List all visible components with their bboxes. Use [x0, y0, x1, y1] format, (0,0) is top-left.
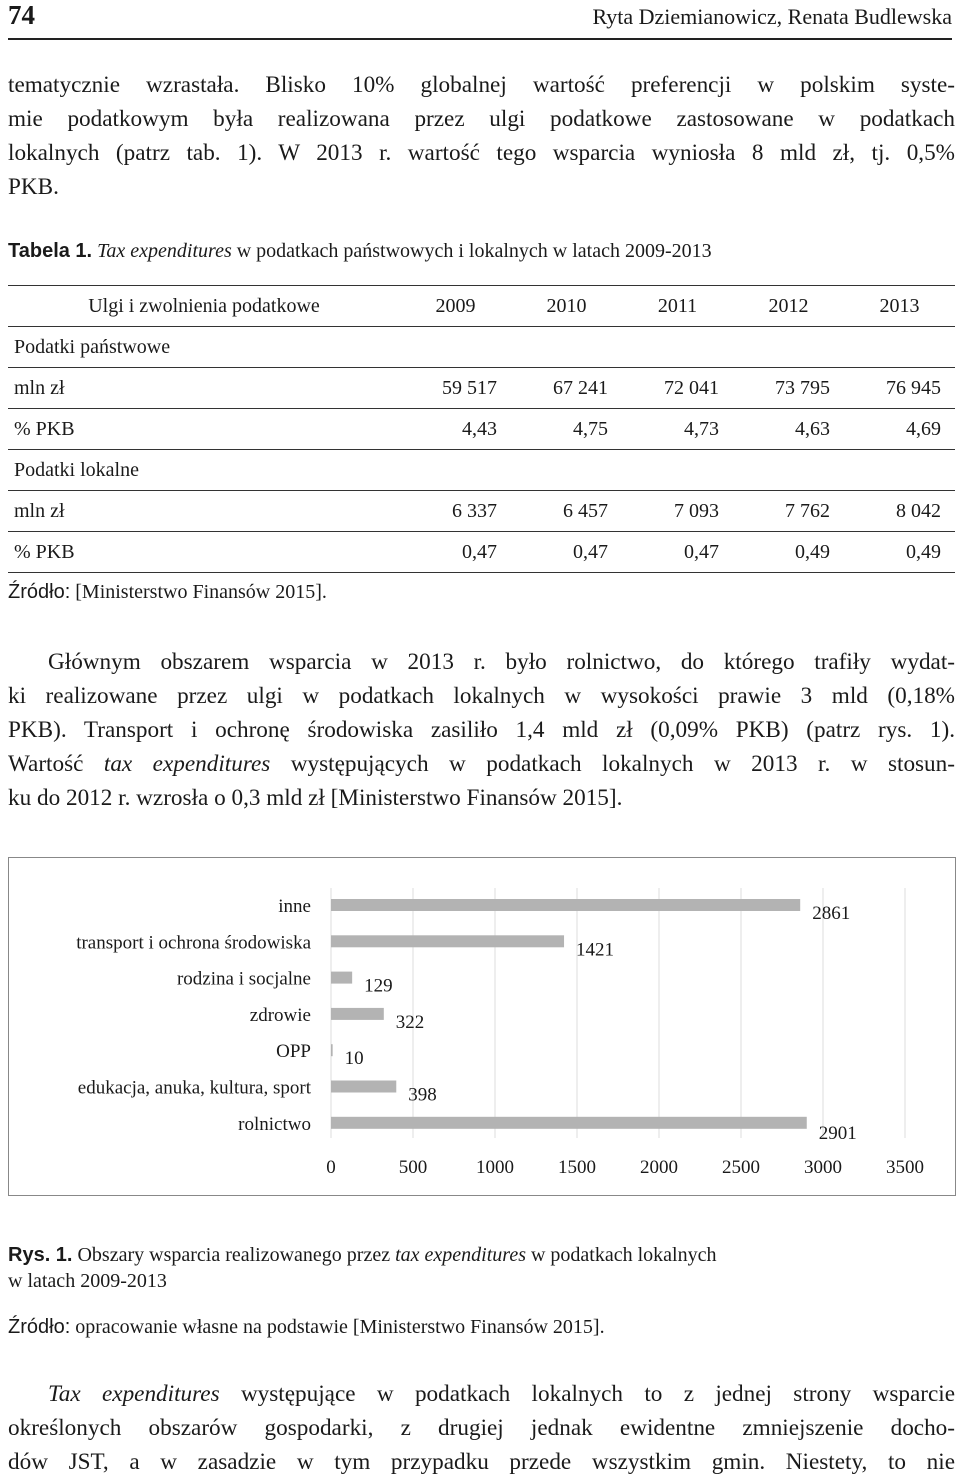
text-line: PKB). Transport i ochronę środowiska zasiliło 1,4 mld zł (0,09% PKB) (patrz rys. 1).	[8, 717, 955, 743]
paragraph-intro	[8, 68, 955, 204]
bar	[331, 972, 352, 984]
category-label: transport i ochrona środowiska	[76, 932, 311, 954]
text-fragment: występujące w podatkach lokalnych to z jednej strony wsparcie	[219, 1381, 955, 1407]
text-line	[8, 1377, 955, 1411]
section-row	[8, 327, 955, 368]
table-cell: 4,75	[511, 409, 622, 450]
category-label: rolnictwo	[238, 1113, 311, 1135]
table-cell: 4,69	[844, 409, 955, 450]
table-title-rest: w podatkach państwowych i lokalnych w latach 2009-2013	[231, 240, 712, 262]
table-cell: 7 762	[733, 491, 844, 532]
table-caption	[8, 238, 712, 264]
bar	[331, 1044, 333, 1056]
caption-italic: tax expenditures	[395, 1244, 526, 1266]
table-cell: 4,43	[400, 409, 511, 450]
source-text: opracowanie własne na podstawie [Ministerstwo Finansów 2015].	[70, 1316, 605, 1338]
year-header: 2012	[733, 286, 844, 327]
table-cell: 7 093	[622, 491, 733, 532]
data-label: 10	[344, 1048, 364, 1070]
year-header: 2013	[844, 286, 955, 327]
category-label: zdrowie	[249, 1004, 311, 1026]
text-line: lokalnych (patrz tab. 1). W 2013 r. wartość tego wsparcia wyniosła 8 mld zł, tj. 0,5%	[8, 140, 955, 166]
bar	[331, 1008, 384, 1020]
table-cell: 72 041	[622, 368, 733, 409]
year-header: 2009	[400, 286, 511, 327]
table-cell: 8 042	[844, 491, 955, 532]
chart-svg	[9, 858, 955, 1195]
text-line: tematycznie wzrastała. Blisko 10% globalnej wartość preferencji w polskim syste-	[8, 72, 955, 98]
x-tick-label: 1000	[476, 1157, 514, 1178]
x-tick-label: 1500	[558, 1157, 596, 1178]
bar	[331, 1117, 807, 1129]
paragraph-closing	[8, 1377, 955, 1479]
table-cell: 6 337	[400, 491, 511, 532]
page-number: 74	[8, 0, 35, 30]
text-line: Głównym obszarem wsparcia w 2013 r. było rolnictwo, do którego trafiły wydat-	[48, 649, 955, 675]
figure-source	[8, 1316, 605, 1339]
x-tick-label: 2500	[722, 1157, 760, 1178]
row-label: % PKB	[8, 532, 400, 573]
text-italic: Tax expenditures	[48, 1381, 220, 1407]
row-label: mln zł	[8, 368, 400, 409]
table-header-row	[8, 286, 955, 327]
text-line: mie podatkowym była realizowana przez ulgi podatkowe zastosowane w podatkach	[8, 106, 955, 132]
table-title-italic: Tax expenditures	[97, 240, 232, 262]
table-cell: 59 517	[400, 368, 511, 409]
bar	[331, 899, 800, 911]
x-tick-label: 500	[398, 1157, 428, 1178]
running-head: Ryta Dziemianowicz, Renata Budlewska	[592, 4, 952, 29]
section-label: Podatki lokalne	[8, 450, 955, 491]
table-cell: 67 241	[511, 368, 622, 409]
data-label: 2861	[812, 903, 851, 924]
bar-chart	[8, 857, 956, 1196]
section-row	[8, 450, 955, 491]
text-line: ki realizowane przez ulgi w podatkach lokalnych w wysokości prawie 3 mld (0,18%	[8, 683, 955, 709]
table-cell: 0,49	[844, 532, 955, 573]
section-label: Podatki państwowe	[8, 327, 955, 368]
row-label: % PKB	[8, 409, 400, 450]
year-header: 2011	[622, 286, 733, 327]
text-line: ku do 2012 r. wzrosła o 0,3 mld zł [Ministerstwo Finansów 2015].	[8, 785, 623, 811]
text-fragment: występujących w podatkach lokalnych w 2013 r. w stosun-	[270, 751, 955, 777]
table-cell: 73 795	[733, 368, 844, 409]
source-label: Źródło:	[8, 1316, 71, 1338]
data-label: 2901	[818, 1122, 857, 1144]
tax-expenditures-table	[8, 285, 955, 573]
data-label: 1421	[576, 939, 615, 961]
category-label: OPP	[276, 1041, 311, 1063]
header-label: Ulgi i zwolnienia podatkowe	[8, 286, 400, 327]
bar	[331, 1081, 396, 1093]
text-line: PKB.	[8, 174, 59, 200]
figure-label: Rys. 1.	[8, 1244, 73, 1266]
table-label: Tabela 1.	[8, 240, 93, 262]
caption-line-2: w latach 2009-2013	[8, 1270, 167, 1292]
text-fragment: Wartość	[8, 751, 104, 777]
x-tick-label: 3000	[804, 1157, 842, 1178]
bar	[331, 935, 564, 947]
text-italic: tax expenditures	[103, 751, 271, 777]
table-row	[8, 409, 955, 450]
text-line	[8, 747, 955, 781]
x-tick-label: 2000	[640, 1157, 678, 1178]
table-cell: 6 457	[511, 491, 622, 532]
table-row	[8, 491, 955, 532]
table-cell: 4,73	[622, 409, 733, 450]
category-label: inne	[278, 896, 311, 917]
table-cell: 0,47	[622, 532, 733, 573]
category-label: edukacja, anuka, kultura, sport	[77, 1077, 311, 1099]
table-cell: 0,49	[733, 532, 844, 573]
paragraph-agriculture	[8, 645, 955, 815]
table-cell: 0,47	[400, 532, 511, 573]
data-label: 129	[364, 975, 393, 997]
text-line: określonych obszarów gospodarki, z drugiej jednak ewidentne zmniejszenie docho-	[8, 1415, 955, 1441]
year-header: 2010	[511, 286, 622, 327]
table-source	[8, 581, 327, 604]
category-label: rodzina i socjalne	[176, 968, 311, 990]
table-row	[8, 532, 955, 573]
table-cell: 0,47	[511, 532, 622, 573]
source-text: [Ministerstwo Finansów 2015].	[70, 581, 327, 603]
source-label: Źródło:	[8, 581, 71, 603]
x-tick-label: 3500	[886, 1157, 924, 1178]
table-row	[8, 368, 955, 409]
x-tick-label: 0	[326, 1157, 336, 1178]
text-line: dów JST, a w zasadzie w tym przypadku przede wszystkim gmin. Niestety, to nie	[8, 1449, 955, 1475]
table-cell: 76 945	[844, 368, 955, 409]
data-label: 322	[395, 1011, 425, 1033]
header-rule	[8, 38, 952, 40]
caption-text: Obszary wsparcia realizowanego przez	[72, 1244, 396, 1266]
figure-caption	[8, 1242, 716, 1294]
table-cell: 4,63	[733, 409, 844, 450]
row-label: mln zł	[8, 491, 400, 532]
data-label: 398	[408, 1084, 437, 1106]
caption-text: w podatkach lokalnych	[525, 1244, 717, 1266]
